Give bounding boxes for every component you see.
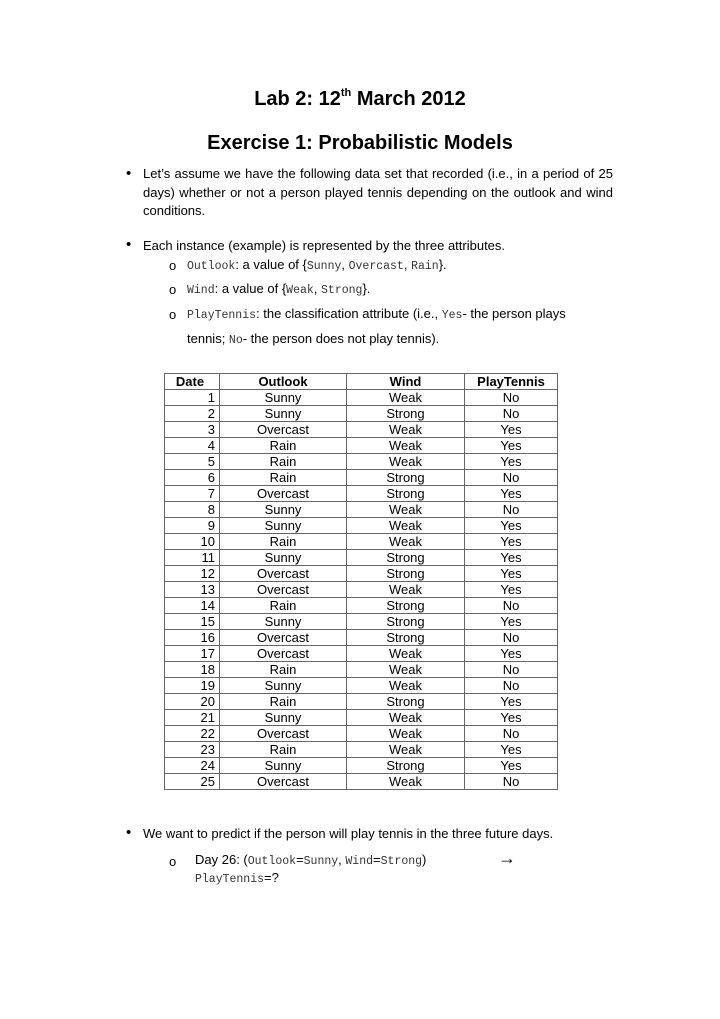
cell-wind: Weak — [347, 390, 465, 406]
table-row — [165, 726, 558, 742]
cell-wind: Strong — [347, 406, 465, 422]
playtennis-line-left — [187, 306, 566, 322]
lab-title-text: Lab 2: 12 — [254, 88, 341, 110]
wind-attr-name: Wind — [187, 284, 215, 297]
sub-bullet-playtennis-marker: o — [169, 307, 177, 322]
table-row — [165, 566, 558, 582]
lab-title-rest: March 2012 — [351, 88, 466, 110]
cell-date: 20 — [165, 694, 220, 710]
cell-date: 12 — [165, 566, 220, 582]
cell-outlook: Rain — [220, 742, 347, 758]
header-date: Date — [165, 374, 220, 390]
table-row — [165, 630, 558, 646]
cell-playtennis: No — [465, 406, 558, 422]
outlook-value-overcast: Overcast — [348, 260, 404, 273]
cell-playtennis: No — [465, 726, 558, 742]
cell-playtennis: Yes — [465, 582, 558, 598]
cell-wind: Weak — [347, 710, 465, 726]
cell-wind: Weak — [347, 678, 465, 694]
cell-playtennis: Yes — [465, 694, 558, 710]
playtennis-attr-text: : the classification attribute (i.e., — [256, 306, 442, 321]
cell-outlook: Sunny — [220, 678, 347, 694]
cell-outlook: Rain — [220, 470, 347, 486]
cell-date: 17 — [165, 646, 220, 662]
table-row — [165, 390, 558, 406]
cell-wind: Weak — [347, 646, 465, 662]
cell-wind: Weak — [347, 438, 465, 454]
cell-outlook: Overcast — [220, 422, 347, 438]
cell-playtennis: Yes — [465, 534, 558, 550]
outlook-sep-2: , — [403, 257, 412, 272]
table-row — [165, 662, 558, 678]
sub-bullet-day26-marker: o — [169, 854, 177, 869]
cell-date: 16 — [165, 630, 220, 646]
cell-wind: Strong — [347, 598, 465, 614]
lab-title — [0, 88, 720, 111]
table-row — [165, 550, 558, 566]
cell-date: 9 — [165, 518, 220, 534]
table-row — [165, 422, 558, 438]
table-row — [165, 678, 558, 694]
outlook-close: }. — [438, 257, 447, 272]
table-row — [165, 646, 558, 662]
cell-date: 10 — [165, 534, 220, 550]
table-row — [165, 774, 558, 790]
playtennis-value-yes: Yes — [441, 309, 463, 322]
cell-wind: Strong — [347, 566, 465, 582]
table-row — [165, 598, 558, 614]
day26-eq-2: = — [373, 852, 381, 867]
bullet-3-marker: • — [126, 824, 132, 841]
cell-outlook: Sunny — [220, 614, 347, 630]
cell-playtennis: Yes — [465, 438, 558, 454]
cell-outlook: Overcast — [220, 566, 347, 582]
day26-close: ) — [422, 852, 427, 867]
cell-wind: Strong — [347, 550, 465, 566]
bullet-2-marker: • — [126, 236, 132, 253]
day26-arrow: → — [498, 848, 516, 868]
table-row — [165, 518, 558, 534]
cell-date: 2 — [165, 406, 220, 422]
cell-wind: Weak — [347, 422, 465, 438]
cell-wind: Strong — [347, 614, 465, 630]
cell-outlook: Overcast — [220, 726, 347, 742]
wind-attribute-line — [187, 281, 370, 297]
cell-wind: Strong — [347, 758, 465, 774]
cell-playtennis: Yes — [465, 710, 558, 726]
cell-wind: Weak — [347, 662, 465, 678]
cell-date: 4 — [165, 438, 220, 454]
day26-query-line-2 — [195, 870, 279, 886]
wind-value-strong: Strong — [321, 284, 363, 297]
cell-playtennis: Yes — [465, 486, 558, 502]
playtennis-attr-text-3: tennis; — [187, 331, 229, 346]
table-row — [165, 710, 558, 726]
outlook-attribute-line — [187, 257, 447, 273]
table-row — [165, 614, 558, 630]
intro-paragraph: Let’s assume we have the following data set that recorded (i.e., in a period of 25 days) whether or not a person played tennis depending on the outlook and wind conditions. — [143, 166, 613, 218]
cell-playtennis: Yes — [465, 550, 558, 566]
cell-wind: Weak — [347, 534, 465, 550]
cell-playtennis: No — [465, 662, 558, 678]
table-row — [165, 758, 558, 774]
cell-wind: Weak — [347, 774, 465, 790]
day26-query: =? — [264, 870, 279, 885]
cell-outlook: Rain — [220, 662, 347, 678]
bullet-1-marker: • — [126, 165, 132, 182]
cell-playtennis: No — [465, 774, 558, 790]
cell-playtennis: Yes — [465, 742, 558, 758]
cell-wind: Strong — [347, 486, 465, 502]
table-row — [165, 742, 558, 758]
cell-wind: Weak — [347, 742, 465, 758]
cell-date: 19 — [165, 678, 220, 694]
wind-value-weak: Weak — [286, 284, 314, 297]
table-body — [165, 390, 558, 790]
day26-query-line — [195, 852, 426, 868]
playtennis-attr-name: PlayTennis — [187, 309, 257, 322]
cell-date: 15 — [165, 614, 220, 630]
wind-sep: , — [313, 281, 322, 296]
day26-sunny: Sunny — [303, 855, 339, 868]
outlook-value-sunny: Sunny — [306, 260, 342, 273]
outlook-attr-text: : a value of { — [235, 257, 307, 272]
day26-eq-1: = — [296, 852, 304, 867]
cell-date: 22 — [165, 726, 220, 742]
cell-date: 14 — [165, 598, 220, 614]
cell-outlook: Rain — [220, 598, 347, 614]
cell-wind: Strong — [347, 694, 465, 710]
sub-bullet-wind-marker: o — [169, 282, 177, 297]
playtennis-value-no: No — [228, 334, 243, 347]
table-row — [165, 486, 558, 502]
playtennis-attr-text-2: - the person plays — [462, 306, 566, 321]
cell-playtennis: Yes — [465, 646, 558, 662]
cell-wind: Weak — [347, 582, 465, 598]
table-row — [165, 502, 558, 518]
table-row — [165, 470, 558, 486]
playtennis-attr-text-4: - the person does not play tennis). — [242, 331, 440, 346]
exercise-title: Exercise 1: Probabilistic Models — [207, 132, 513, 154]
sub-bullet-outlook-marker: o — [169, 258, 177, 273]
table-row — [165, 438, 558, 454]
cell-date: 3 — [165, 422, 220, 438]
table-row — [165, 454, 558, 470]
day26-comma: , — [338, 852, 346, 867]
prediction-paragraph: We want to predict if the person will play tennis in the three future days. — [143, 826, 554, 841]
outlook-value-rain: Rain — [411, 260, 439, 273]
cell-date: 13 — [165, 582, 220, 598]
day26-label: Day 26: ( — [195, 852, 248, 867]
cell-playtennis: Yes — [465, 566, 558, 582]
cell-date: 21 — [165, 710, 220, 726]
header-playtennis: PlayTennis — [465, 374, 558, 390]
table-row — [165, 406, 558, 422]
cell-date: 24 — [165, 758, 220, 774]
cell-playtennis: Yes — [465, 454, 558, 470]
day26-outlook: Outlook — [247, 855, 297, 868]
cell-wind: Weak — [347, 518, 465, 534]
day26-strong: Strong — [380, 855, 423, 868]
outlook-attr-name: Outlook — [187, 260, 236, 273]
playtennis-attribute-line — [187, 306, 613, 322]
playtennis-attribute-line-2 — [187, 331, 439, 347]
day26-wind: Wind — [345, 855, 374, 868]
cell-playtennis: No — [465, 678, 558, 694]
cell-wind: Weak — [347, 726, 465, 742]
attributes-paragraph: Each instance (example) is represented by the three attributes. — [143, 238, 506, 253]
cell-outlook: Rain — [220, 694, 347, 710]
lab-title-ordinal: th — [340, 87, 352, 99]
cell-playtennis: No — [465, 470, 558, 486]
tennis-data-table — [164, 373, 558, 790]
cell-date: 18 — [165, 662, 220, 678]
cell-outlook: Sunny — [220, 406, 347, 422]
cell-wind: Weak — [347, 454, 465, 470]
header-outlook: Outlook — [220, 374, 347, 390]
cell-playtennis: No — [465, 502, 558, 518]
cell-date: 7 — [165, 486, 220, 502]
cell-date: 1 — [165, 390, 220, 406]
cell-outlook: Overcast — [220, 630, 347, 646]
cell-outlook: Sunny — [220, 518, 347, 534]
outlook-sep-1: , — [341, 257, 349, 272]
cell-playtennis: Yes — [465, 422, 558, 438]
cell-outlook: Overcast — [220, 774, 347, 790]
cell-playtennis: No — [465, 598, 558, 614]
cell-playtennis: Yes — [465, 518, 558, 534]
header-wind: Wind — [347, 374, 465, 390]
cell-playtennis: Yes — [465, 758, 558, 774]
wind-attr-text: : a value of { — [214, 281, 287, 296]
cell-playtennis: No — [465, 390, 558, 406]
wind-close: }. — [362, 281, 371, 296]
cell-outlook: Sunny — [220, 502, 347, 518]
cell-outlook: Rain — [220, 534, 347, 550]
cell-outlook: Rain — [220, 454, 347, 470]
cell-wind: Strong — [347, 630, 465, 646]
cell-outlook: Overcast — [220, 582, 347, 598]
cell-date: 5 — [165, 454, 220, 470]
cell-date: 6 — [165, 470, 220, 486]
cell-date: 11 — [165, 550, 220, 566]
cell-date: 8 — [165, 502, 220, 518]
table-row — [165, 694, 558, 710]
cell-outlook: Sunny — [220, 550, 347, 566]
cell-wind: Strong — [347, 470, 465, 486]
table-row — [165, 582, 558, 598]
cell-outlook: Overcast — [220, 646, 347, 662]
cell-date: 23 — [165, 742, 220, 758]
cell-outlook: Sunny — [220, 758, 347, 774]
cell-outlook: Sunny — [220, 710, 347, 726]
cell-outlook: Rain — [220, 438, 347, 454]
day26-target: PlayTennis — [195, 873, 265, 886]
cell-playtennis: Yes — [465, 614, 558, 630]
table-header-row — [165, 374, 558, 390]
cell-outlook: Sunny — [220, 390, 347, 406]
table-row — [165, 534, 558, 550]
cell-date: 25 — [165, 774, 220, 790]
cell-outlook: Overcast — [220, 486, 347, 502]
cell-wind: Weak — [347, 502, 465, 518]
cell-playtennis: No — [465, 630, 558, 646]
